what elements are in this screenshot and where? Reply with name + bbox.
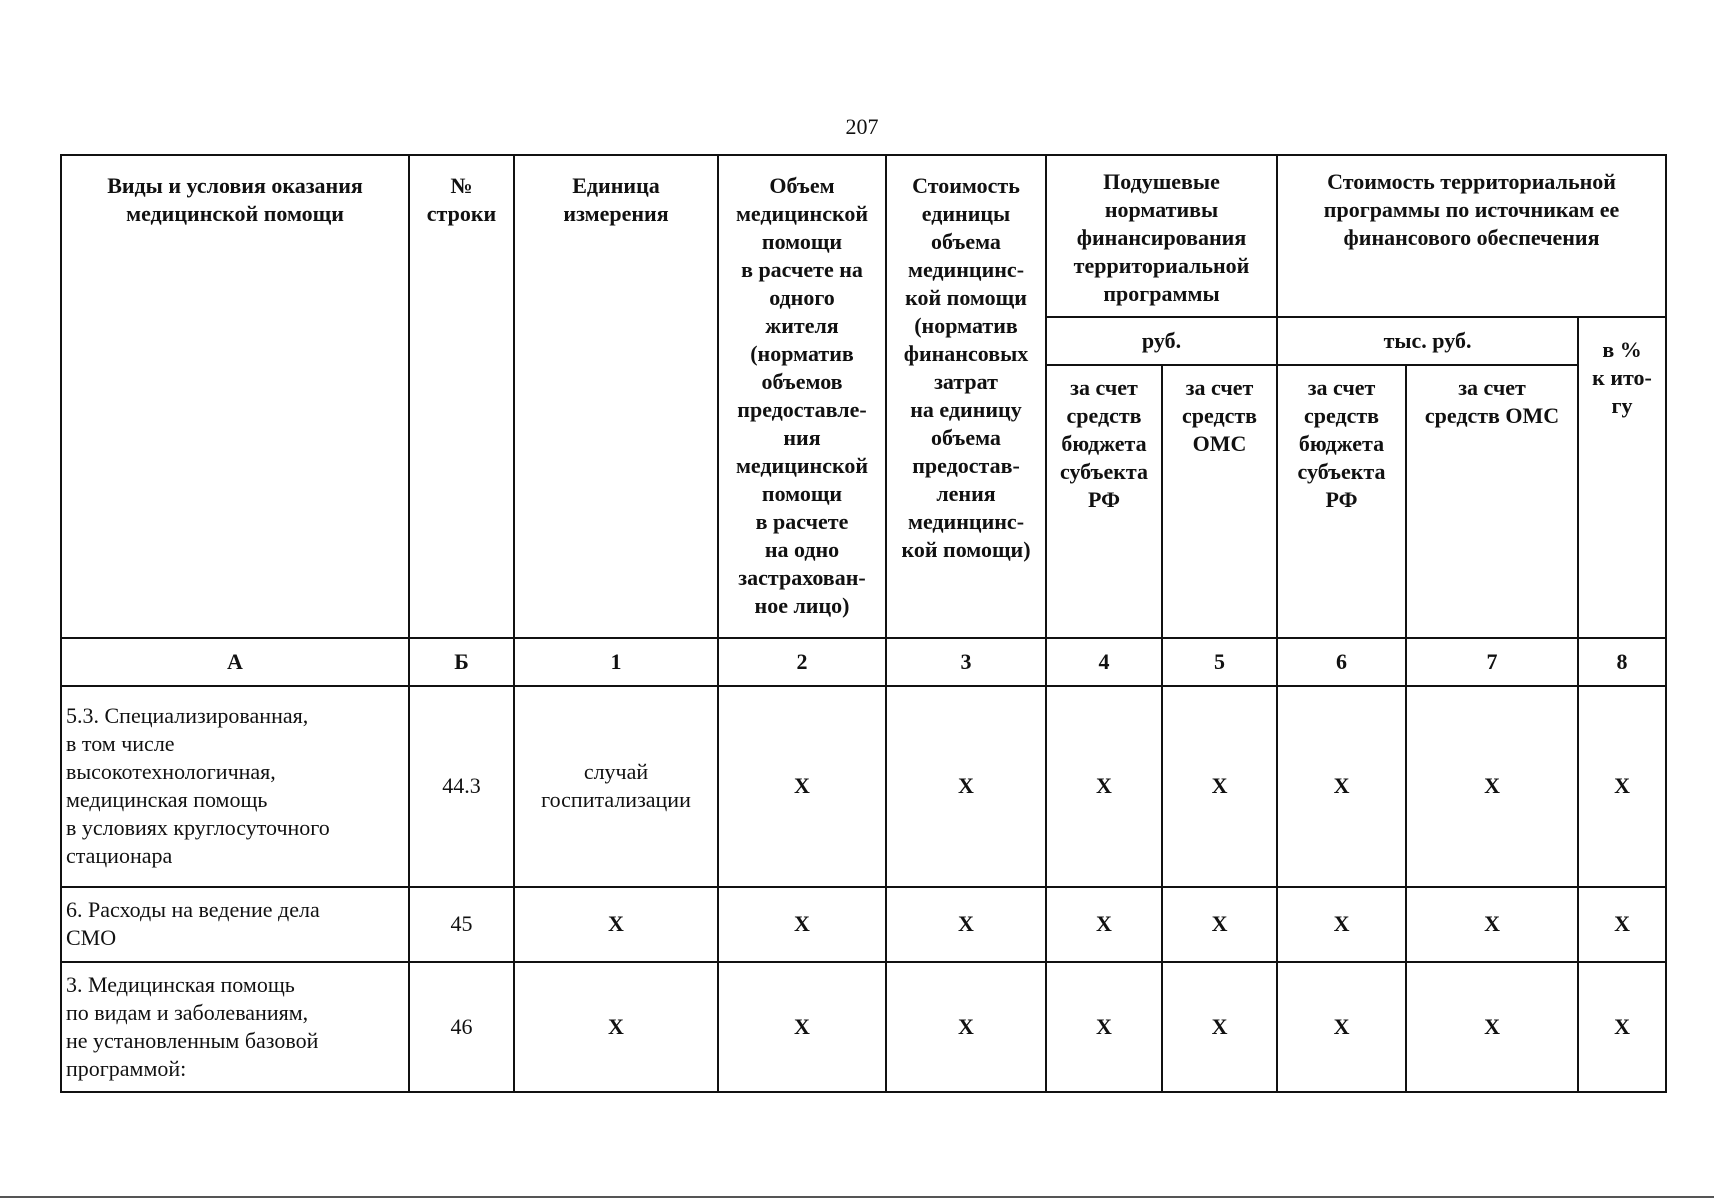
row-line-number: 44.3 xyxy=(409,686,514,886)
sheet-edge-divider xyxy=(0,1196,1714,1198)
row-unit: X xyxy=(514,962,718,1092)
row-cell: X xyxy=(1046,686,1162,886)
header-row-1 xyxy=(61,155,1666,317)
row-cell: X xyxy=(1578,962,1666,1092)
header-col-1: Единица измерения xyxy=(514,155,718,638)
column-index-cell: 3 xyxy=(886,638,1046,686)
row-line-number: 46 xyxy=(409,962,514,1092)
column-index-cell: Б xyxy=(409,638,514,686)
row-cell: X xyxy=(1406,887,1578,962)
row-unit: случай госпитализации xyxy=(514,686,718,886)
column-index-cell: 6 xyxy=(1277,638,1406,686)
row-cell: X xyxy=(718,887,886,962)
column-index-row xyxy=(61,638,1666,686)
table-row xyxy=(61,686,1666,886)
row-cell: X xyxy=(886,887,1046,962)
header-unit-thousand-rub: тыс. руб. xyxy=(1277,317,1578,365)
row-cell: X xyxy=(718,962,886,1092)
column-index-cell: 1 xyxy=(514,638,718,686)
header-col-8: в % к ито- гу xyxy=(1578,317,1666,638)
row-cell: X xyxy=(1277,962,1406,1092)
column-index-cell: 2 xyxy=(718,638,886,686)
header-unit-rub: руб. xyxy=(1046,317,1277,365)
header-col-7: за счет средств ОМС xyxy=(1406,365,1578,638)
header-col-b: № строки xyxy=(409,155,514,638)
row-cell: X xyxy=(1046,887,1162,962)
header-col-4: за счет средств бюджета субъекта РФ xyxy=(1046,365,1162,638)
table-row xyxy=(61,962,1666,1092)
column-index-cell: 4 xyxy=(1046,638,1162,686)
header-col-a: Виды и условия оказания медицинской помощи xyxy=(61,155,409,638)
row-cell: X xyxy=(1406,962,1578,1092)
column-index-cell: 7 xyxy=(1406,638,1578,686)
column-index-cell: 8 xyxy=(1578,638,1666,686)
row-cell: X xyxy=(1277,887,1406,962)
header-group-cost: Стоимость территориальной программы по источникам ее финансового обеспечения xyxy=(1277,155,1666,317)
row-cell: X xyxy=(1046,962,1162,1092)
row-name: 5.3. Специализированная, в том числе высокотехнологичная, медицинская помощь в условиях круглосуточного стационара xyxy=(61,686,409,886)
column-index-cell: А xyxy=(61,638,409,686)
row-cell: X xyxy=(886,686,1046,886)
table-row xyxy=(61,887,1666,962)
column-index-cell: 5 xyxy=(1162,638,1277,686)
row-cell: X xyxy=(1162,686,1277,886)
header-col-2: Объем медицинской помощи в расчете на одного жителя (норматив объемов предоставле- ния медицинской помощи в расчете на одно застрахован- ное лицо) xyxy=(718,155,886,638)
row-cell: X xyxy=(886,962,1046,1092)
row-unit: X xyxy=(514,887,718,962)
row-name: 3. Медицинская помощь по видам и заболеваниям, не установленным базовой программой: xyxy=(61,962,409,1092)
row-cell: X xyxy=(1277,686,1406,886)
row-line-number: 45 xyxy=(409,887,514,962)
row-cell: X xyxy=(1406,686,1578,886)
financing-table xyxy=(60,154,1667,1093)
header-group-percapita: Подушевые нормативы финансирования территориальной программы xyxy=(1046,155,1277,317)
page-number: 207 xyxy=(845,114,879,139)
row-cell: X xyxy=(1578,686,1666,886)
row-cell: X xyxy=(1578,887,1666,962)
row-cell: X xyxy=(1162,962,1277,1092)
header-col-3: Стоимость единицы объема мединцинс- кой помощи (норматив финансовых затрат на единицу объема предостав- ления мединцинс- кой помощи) xyxy=(886,155,1046,638)
header-col-5: за счет средств ОМС xyxy=(1162,365,1277,638)
header-col-6: за счет средств бюджета субъекта РФ xyxy=(1277,365,1406,638)
row-name: 6. Расходы на ведение дела СМО xyxy=(61,887,409,962)
row-cell: X xyxy=(718,686,886,886)
row-cell: X xyxy=(1162,887,1277,962)
